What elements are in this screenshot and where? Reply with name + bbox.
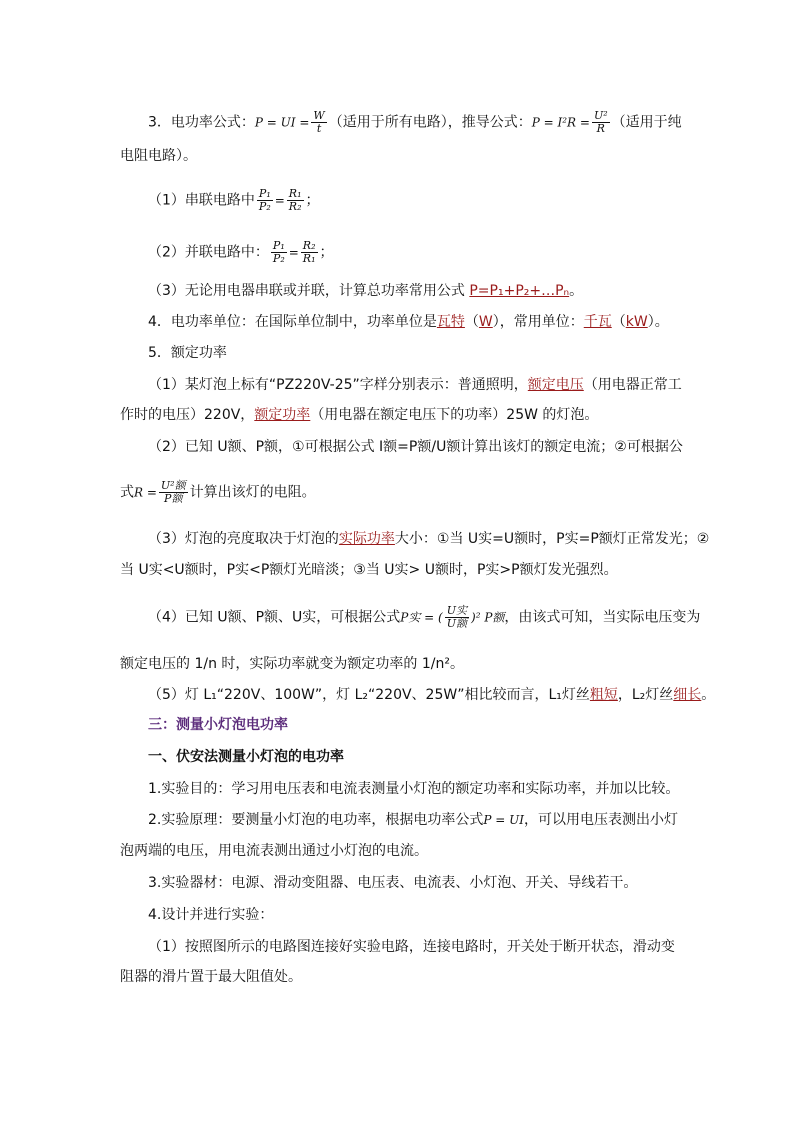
paragraph-text: 阻器的滑片置于最大阻值处。 bbox=[120, 969, 302, 985]
formula-pui: P = UI = bbox=[254, 115, 310, 130]
formula-pui: P = UI bbox=[483, 813, 524, 827]
paragraph-text: 1.实验目的：学习用电压表和电流表测量小灯泡的额定功率和实际功率，并加以比较。 bbox=[148, 781, 680, 797]
section-heading-1 bbox=[148, 748, 344, 766]
paren: （ bbox=[464, 314, 479, 330]
term-rated-voltage: 额定电压 bbox=[527, 377, 584, 393]
fraction-denominator: P₂ bbox=[272, 252, 285, 265]
fraction-denominator: R bbox=[596, 122, 605, 135]
unit-kilowatt-symbol: kW bbox=[625, 314, 648, 330]
term-actual-power: 实际功率 bbox=[338, 531, 395, 547]
fraction-u2-over-r bbox=[592, 110, 610, 135]
fraction-numerator: U²额 bbox=[160, 479, 186, 492]
paragraph-text: 大小：①当 U实=U额时，P实=P额灯正常发光；② bbox=[394, 531, 710, 547]
paragraph-text: ，常用单位： bbox=[499, 314, 584, 330]
paragraph-text: 计算出该灯的电阻。 bbox=[189, 484, 316, 501]
paren: ） bbox=[492, 314, 500, 330]
parallel-circuit-line bbox=[148, 240, 334, 265]
series-label: （1）串联电路中 bbox=[148, 192, 255, 209]
item-3-label: 3．电功率公式： bbox=[148, 114, 255, 131]
rated-power-heading bbox=[148, 344, 227, 362]
unit-kilowatt: 千瓦 bbox=[583, 314, 612, 330]
total-power-formula: P=P₁+P₂+…Pₙ bbox=[469, 283, 570, 299]
punctuation: ； bbox=[305, 192, 320, 209]
experiment-step-1 bbox=[148, 938, 675, 956]
fraction-numerator: P₁ bbox=[258, 187, 271, 200]
fraction-r1-r2 bbox=[287, 188, 304, 213]
paren: ）。 bbox=[647, 314, 669, 330]
rated-line-2 bbox=[148, 438, 683, 456]
experiment-step-1-cont bbox=[120, 968, 302, 986]
paragraph-text: 4.设计并进行实验： bbox=[148, 907, 274, 923]
paragraph-text: （4）已知 U额、P额、U实，可根据公式 bbox=[148, 609, 401, 626]
paragraph-text: 作时的电压）220V， bbox=[120, 407, 255, 423]
paragraph-text: 3.实验器材：电源、滑动变阻器、电压表、电流表、小灯泡、开关、导线若干。 bbox=[148, 875, 638, 891]
experiment-design bbox=[148, 906, 273, 924]
rated-line-1 bbox=[148, 376, 682, 394]
paragraph-text: （3）灯泡的亮度取决于灯泡的 bbox=[148, 531, 339, 547]
paragraph-text: ，由该式可知，当实际电压变为 bbox=[504, 609, 701, 626]
fraction-numerator: U² bbox=[593, 109, 608, 122]
experiment-equipment bbox=[148, 874, 637, 892]
fraction-numerator: W bbox=[313, 109, 325, 122]
experiment-principle-cont bbox=[120, 842, 428, 860]
fraction-r2-r1 bbox=[301, 240, 318, 265]
term-thick-short: 粗短 bbox=[589, 687, 618, 703]
paragraph-text: （2）已知 U额、P额，①可根据公式 I额=P额/U额计算出该灯的额定电流；②可根据公 bbox=[148, 439, 683, 455]
formula-derived: P = I²R = bbox=[531, 115, 590, 130]
punctuation: 。 bbox=[569, 283, 584, 299]
rated-line-4 bbox=[148, 605, 700, 630]
paragraph-text: ，L₂灯丝 bbox=[617, 687, 674, 703]
unit-watt: 瓦特 bbox=[436, 314, 465, 330]
paragraph-text: 当 U实<U额时，P实<P额灯光暗淡；③当 U实> U额时，P实>P额灯发光强烈。 bbox=[120, 562, 618, 578]
paragraph-text: （5）灯 L₁“220V、100W”，灯 L₂“220V、25W”相比较而言，L₁灯丝 bbox=[148, 687, 590, 703]
fraction-denominator: U额 bbox=[446, 617, 468, 630]
formula-tail: )² P额 bbox=[471, 610, 505, 625]
paragraph-text: （3）无论用电器串联或并联，计算总功率常用公式 bbox=[148, 283, 470, 299]
term-thin-long: 细长 bbox=[673, 687, 702, 703]
paren: （ bbox=[611, 314, 626, 330]
rated-line-1-cont bbox=[120, 406, 598, 424]
experiment-purpose bbox=[148, 780, 679, 798]
rated-line-3-cont bbox=[120, 561, 618, 579]
rated-line-2-cont bbox=[120, 480, 316, 505]
paragraph-text: （用电器在额定电压下的功率）25W 的灯泡。 bbox=[310, 407, 599, 423]
section-heading-3 bbox=[148, 716, 288, 734]
formula-note-2: （适用于纯 bbox=[611, 114, 682, 131]
fraction-numerator: R₁ bbox=[288, 187, 302, 200]
fraction-p1-p2 bbox=[271, 240, 287, 265]
paragraph-text: （1）按照图所示的电路图连接好实验电路，连接电路时，开关处于断开状态，滑动变 bbox=[148, 939, 675, 955]
fraction-numerator: P₁ bbox=[272, 239, 285, 252]
total-power-line bbox=[148, 282, 583, 300]
paragraph-text: 电阻电路）。 bbox=[120, 148, 197, 164]
fraction-numerator: U实 bbox=[446, 604, 468, 617]
formula-note: （适用于所有电路），推导公式： bbox=[328, 114, 532, 131]
section-title: 三：测量小灯泡电功率 bbox=[148, 717, 288, 733]
punctuation: ； bbox=[319, 244, 334, 261]
subsection-title: 一、伏安法测量小灯泡的电功率 bbox=[148, 749, 344, 765]
formula-actual-power: P实 = ( bbox=[400, 610, 443, 625]
fraction-denominator: P₂ bbox=[258, 200, 271, 213]
paragraph-text: 额定电压的 1/n 时，实际功率就变为额定功率的 1/n²。 bbox=[120, 656, 464, 672]
fraction-uactual-over-urated bbox=[445, 605, 469, 630]
fraction-u2-over-p bbox=[159, 480, 188, 505]
paragraph-text: （用电器正常工 bbox=[583, 377, 682, 393]
rated-line-3 bbox=[148, 530, 709, 548]
paragraph-text: 4．电功率单位：在国际单位制中，功率单位是 bbox=[148, 314, 437, 330]
fraction-denominator: P额 bbox=[164, 492, 183, 505]
power-formula-line-cont bbox=[120, 147, 197, 165]
fraction-denominator: R₂ bbox=[288, 200, 302, 213]
paragraph-text: ，可以用电压表测出小灯 bbox=[523, 812, 678, 828]
equals-sign: = bbox=[274, 193, 285, 208]
fraction-denominator: t bbox=[316, 122, 322, 135]
paragraph-text: （1）某灯泡上标有“PZ220V-25”字样分别表示：普通照明， bbox=[148, 377, 528, 393]
parallel-label: （2）并联电路中： bbox=[148, 244, 269, 261]
rated-line-4-cont bbox=[120, 655, 464, 673]
paragraph-text: 泡两端的电压，用电流表测出通过小灯泡的电流。 bbox=[120, 843, 428, 859]
unit-watt-symbol: W bbox=[478, 314, 493, 330]
rated-line-5 bbox=[148, 686, 715, 704]
power-unit-line bbox=[148, 313, 669, 331]
equals-sign: = bbox=[288, 245, 299, 260]
formula-resistance: R = bbox=[134, 485, 157, 500]
paragraph-text: 2.实验原理：要测量小灯泡的电功率，根据电功率公式 bbox=[148, 812, 484, 828]
paragraph-text: 式 bbox=[120, 484, 134, 501]
fraction-p1-p2 bbox=[257, 188, 273, 213]
power-formula-line bbox=[148, 110, 682, 135]
item-5-title: 5．额定功率 bbox=[148, 345, 227, 361]
experiment-principle bbox=[148, 811, 678, 829]
term-rated-power: 额定功率 bbox=[254, 407, 311, 423]
fraction-denominator: R₁ bbox=[302, 252, 316, 265]
fraction-w-over-t bbox=[311, 110, 326, 135]
punctuation: 。 bbox=[701, 687, 716, 703]
fraction-numerator: R₂ bbox=[302, 239, 316, 252]
series-circuit-line bbox=[148, 188, 320, 213]
